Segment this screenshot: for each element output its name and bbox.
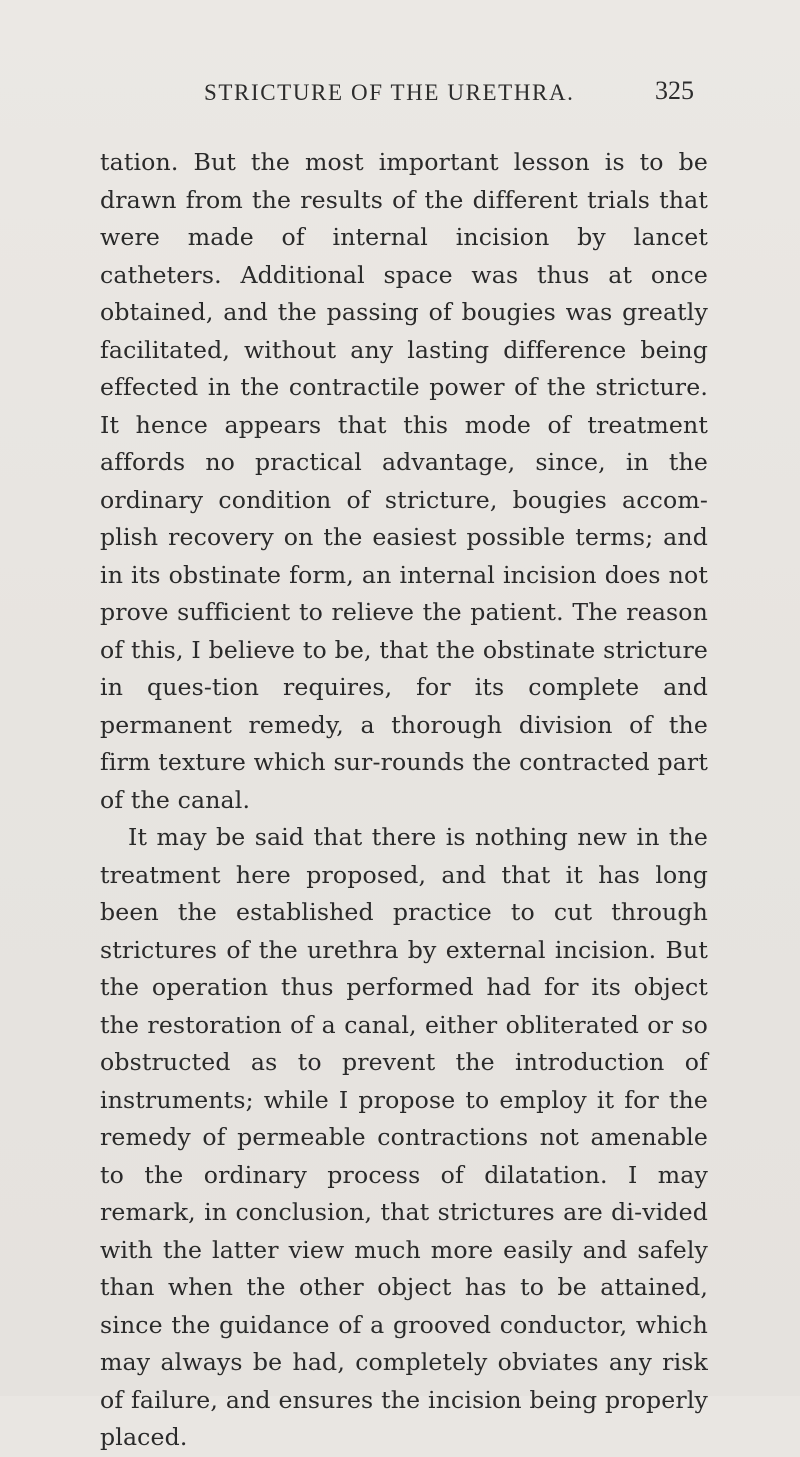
body-text: [100, 144, 708, 1457]
paragraph-1: tation. But the most important lesson is to be drawn from the results of the different trials that were made of internal incision by lancet catheters. Additional space was thus at once obtained, and the passing of bougies was greatly facilitated, without any lasting difference being effected in the contractile power of the stricture. It hence appears that this mode of treatment affords no practical advantage, since, in the ordinary condition of stricture, bougies accom-plish recovery on the easiest possible terms; and in its obstinate form, an internal incision does not prove sufficient to relieve the patient. The reason of this, I believe to be, that the obstinate stricture in ques-tion requires, for its complete and permanent remedy, a thorough division of the firm texture which sur-rounds the contracted part of the canal.: [100, 148, 708, 814]
running-head-title: STRICTURE OF THE URETHRA.: [204, 80, 575, 105]
page-number: 325: [655, 76, 694, 105]
paragraph-2: It may be said that there is nothing new in the treatment here proposed, and that it has long been the established practice to cut through strictures of the urethra by external incision. But the operation thus performed had for its object the restoration of a canal, either obliterated or so obstructed as to prevent the introduction of instruments; while I propose to employ it for the remedy of permeable contractions not amenable to the ordinary process of dilatation. I may remark, in conclusion, that strictures are di-vided with the latter view much more easily and safely than when the other object has to be attained, since the guidance of a grooved conductor, which may always be had, completely obviates any risk of failure, and ensures the incision being properly placed.: [100, 823, 708, 1451]
